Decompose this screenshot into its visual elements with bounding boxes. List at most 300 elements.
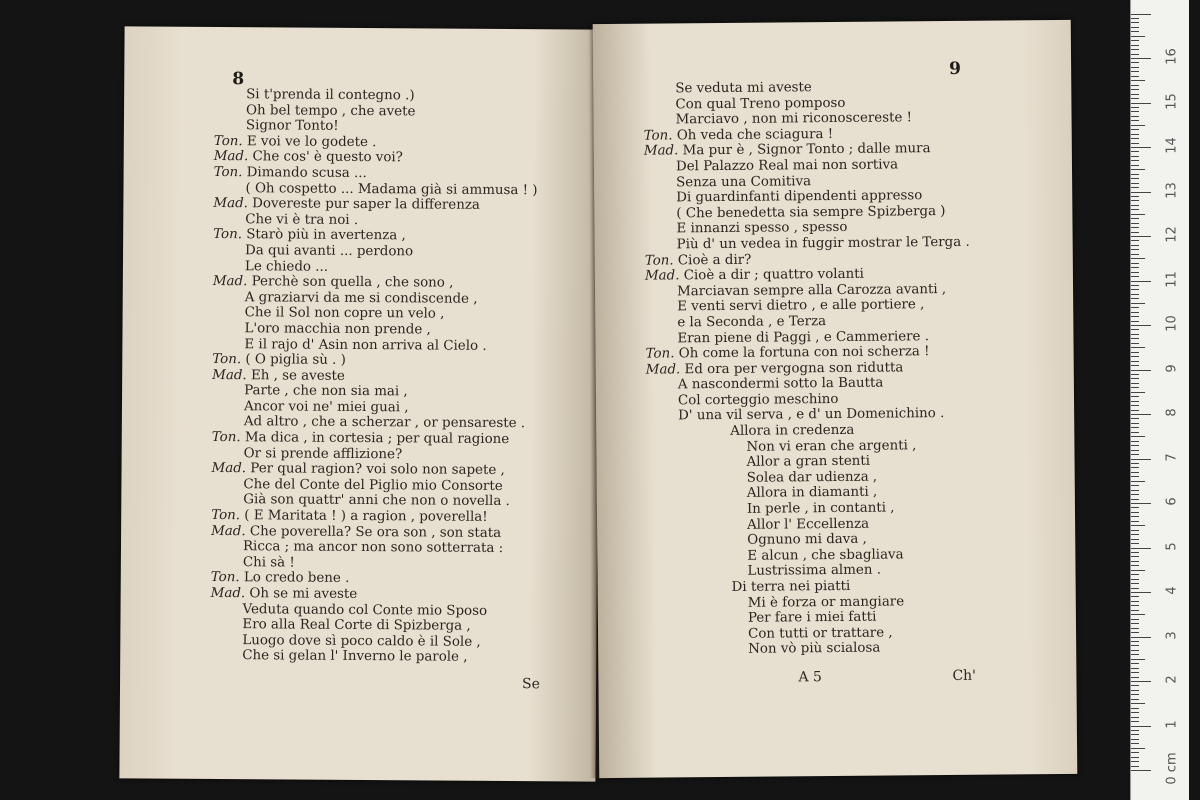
- speaker-label: Mad.: [213, 149, 253, 165]
- ruler-tick: [1131, 596, 1139, 597]
- ruler-tick: [1131, 654, 1139, 655]
- ruler-tick: [1131, 209, 1139, 210]
- line-text: Ognuno mi dava ,: [747, 531, 867, 548]
- ruler-tick: [1131, 467, 1139, 468]
- ruler-tick: [1131, 712, 1139, 713]
- ruler-tick: [1131, 111, 1139, 112]
- ruler-tick: [1131, 392, 1145, 393]
- ruler-tick: [1131, 672, 1139, 673]
- line-text: Veduta quando col Conte mio Sposo: [242, 601, 488, 619]
- ruler-tick: [1131, 165, 1139, 166]
- right-page-text: [643, 79, 973, 659]
- speaker-label: Mad.: [210, 585, 250, 602]
- ruler-tick: [1131, 303, 1145, 304]
- ruler-tick: [1131, 472, 1139, 473]
- line-text: Da qui avanti ... perdono: [245, 243, 414, 260]
- line-text: Dimando scusa ...: [246, 165, 367, 182]
- ruler-tick: [1131, 62, 1139, 63]
- line-text: Le chiedo ...: [244, 258, 329, 275]
- ruler-number: 4: [1164, 586, 1180, 595]
- line-text: E alcun , che sbagliava: [747, 547, 904, 564]
- ruler-tick: [1131, 27, 1139, 28]
- ruler-tick: [1131, 334, 1139, 335]
- ruler-tick: [1131, 325, 1151, 326]
- line-text: Che vi è tra noi .: [245, 211, 359, 228]
- ruler-tick: [1131, 614, 1145, 615]
- ruler-tick: [1131, 343, 1139, 344]
- ruler-tick: [1131, 232, 1139, 233]
- line-text: Perchè son quella , che sono ,: [251, 274, 454, 291]
- ruler-tick: [1131, 739, 1139, 740]
- ruler-number: 0 cm: [1164, 752, 1180, 785]
- speaker-label: Ton.: [211, 507, 245, 524]
- ruler-number: 2: [1164, 675, 1180, 684]
- speaker-label: Mad.: [211, 523, 250, 539]
- ruler-tick: [1131, 67, 1139, 68]
- ruler-tick: [1131, 663, 1139, 664]
- ruler-tick: [1131, 530, 1139, 531]
- ruler-number: 5: [1164, 541, 1180, 551]
- line-text: Allora in diamanti ,: [746, 485, 878, 502]
- ruler-tick: [1131, 387, 1139, 388]
- line-text: Allora in credenza: [730, 422, 855, 439]
- left-catchword: Se: [521, 676, 540, 693]
- ruler-tick: [1131, 610, 1139, 611]
- ruler-tick: [1131, 361, 1139, 362]
- ruler-tick: [1131, 525, 1145, 526]
- ruler-tick: [1131, 98, 1139, 99]
- ruler-tick: [1131, 685, 1139, 686]
- ruler-tick: [1131, 312, 1139, 313]
- ruler-tick: [1131, 503, 1151, 504]
- line-text: Con qual Treno pomposo: [675, 95, 846, 112]
- ruler-tick: [1131, 169, 1145, 170]
- ruler-tick: [1131, 196, 1139, 197]
- line-text: Cioè a dir ; quattro volanti: [683, 266, 864, 284]
- ruler-tick: [1131, 214, 1145, 215]
- ruler-tick: [1131, 338, 1139, 339]
- speaker-label: Mad.: [211, 461, 251, 477]
- ruler-tick: [1131, 463, 1139, 464]
- ruler-tick: [1131, 49, 1139, 50]
- ruler-number: 3: [1164, 630, 1180, 640]
- line-text: ( O piglia sù . ): [245, 352, 346, 368]
- ruler-tick: [1131, 423, 1139, 424]
- ruler-tick: [1131, 254, 1139, 255]
- ruler-tick: [1131, 583, 1139, 584]
- ruler-tick: [1131, 490, 1139, 491]
- ruler-tick: [1131, 18, 1139, 19]
- ruler-tick: [1131, 298, 1139, 299]
- ruler-tick: [1131, 721, 1139, 722]
- ruler-number: 8: [1164, 408, 1180, 417]
- left-page-number: 8: [232, 69, 245, 90]
- speaker-label: Mad.: [643, 143, 683, 160]
- ruler-tick: [1131, 588, 1139, 589]
- speaker-label: Mad.: [645, 361, 685, 378]
- ruler-tick: [1131, 454, 1139, 455]
- ruler-number: 16: [1164, 48, 1180, 65]
- ruler-tick: [1131, 307, 1139, 308]
- line-text: Di guardinfanti dipendenti appresso: [676, 188, 923, 206]
- ruler-tick: [1131, 187, 1139, 188]
- ruler-tick: [1131, 54, 1139, 55]
- signature-mark: A 5: [798, 669, 822, 686]
- ruler-tick: [1131, 556, 1139, 557]
- line-text: D' una vil serva , e d' un Domenichino .: [678, 406, 945, 424]
- ruler-tick: [1131, 476, 1139, 477]
- ruler-number: 14: [1164, 137, 1180, 154]
- right-page: [593, 20, 1078, 778]
- ruler-tick: [1131, 58, 1151, 59]
- line-text: Parte , che non sia mai ,: [244, 383, 408, 400]
- ruler-tick: [1131, 690, 1139, 691]
- line-text: Mi è forza or mangiare: [747, 593, 905, 611]
- ruler-tick: [1131, 708, 1139, 709]
- text-line: [645, 297, 970, 315]
- ruler-tick: [1131, 574, 1139, 575]
- ruler-number: 7: [1164, 452, 1180, 462]
- ruler-number: 12: [1164, 226, 1180, 243]
- ruler-tick: [1131, 14, 1151, 15]
- ruler-tick: [1131, 405, 1139, 406]
- ruler-tick: [1131, 80, 1145, 81]
- line-text: Di terra nei piatti: [731, 578, 851, 595]
- ruler-tick: [1131, 245, 1139, 246]
- ruler-tick: [1131, 703, 1145, 704]
- ruler-tick: [1131, 236, 1151, 237]
- ruler-tick: [1131, 552, 1139, 553]
- ruler-tick: [1131, 120, 1139, 121]
- line-text: Luogo dove sì poco caldo è il Sole ,: [242, 632, 481, 650]
- ruler-tick: [1131, 383, 1139, 384]
- line-text: Ero alla Real Corte di Spizberga ,: [242, 617, 471, 634]
- measurement-ruler: [1130, 0, 1189, 800]
- ruler-tick: [1131, 641, 1139, 642]
- line-text: Oh veda che sciagura !: [676, 126, 834, 144]
- ruler-tick: [1131, 516, 1139, 517]
- ruler-tick: [1131, 321, 1139, 322]
- line-text: Ricca ; ma ancor non sono sotterrata :: [242, 539, 504, 557]
- line-text: E venti servi dietro , e alle portiere ,: [677, 297, 925, 315]
- line-text: Che cos' è questo voi?: [252, 149, 403, 166]
- ruler-number: 1: [1164, 719, 1180, 729]
- line-text: Chi sà !: [242, 554, 295, 571]
- line-text: Solea dar udienza ,: [746, 469, 878, 486]
- ruler-tick: [1131, 45, 1139, 46]
- ruler-tick: [1131, 258, 1145, 259]
- line-text: Ma dica , in cortesia ; per qual ragione: [244, 430, 510, 448]
- ruler-tick: [1131, 628, 1139, 629]
- ruler-tick: [1131, 499, 1139, 500]
- ruler-tick: [1131, 205, 1139, 206]
- ruler-number: 6: [1164, 497, 1180, 506]
- ruler-tick: [1131, 459, 1151, 460]
- ruler-tick: [1131, 218, 1139, 219]
- ruler-tick: [1131, 316, 1139, 317]
- ruler-tick: [1131, 632, 1139, 633]
- ruler-tick: [1131, 223, 1139, 224]
- ruler-number: 13: [1164, 181, 1180, 199]
- ruler-tick: [1131, 370, 1151, 371]
- ruler-tick: [1131, 485, 1139, 486]
- line-text: Più d' un vedea in fuggir mostrar le Terga .: [676, 234, 970, 253]
- ruler-tick: [1131, 410, 1139, 411]
- ruler-tick: [1131, 401, 1139, 402]
- line-text: Oh se mi aveste: [249, 586, 358, 602]
- ruler-tick: [1131, 147, 1151, 148]
- ruler-tick: [1131, 178, 1139, 179]
- line-text: In perle , in contanti ,: [746, 500, 895, 517]
- ruler-tick: [1131, 659, 1145, 660]
- ruler-tick: [1131, 267, 1139, 268]
- text-line: [644, 141, 969, 159]
- line-text: Lo credo bene .: [243, 570, 350, 587]
- line-text: ( Oh cospetto ... Madama già si ammusa ! ): [245, 180, 538, 198]
- ruler-number: 9: [1164, 363, 1180, 373]
- ruler-tick: [1131, 694, 1139, 695]
- ruler-tick: [1131, 668, 1139, 669]
- ruler-tick: [1131, 294, 1139, 295]
- ruler-tick: [1131, 151, 1139, 152]
- line-text: Che si gelan l' Inverno le parole ,: [242, 648, 468, 666]
- line-text: Allor a gran stenti: [746, 453, 871, 471]
- line-text: Lustrissima almen .: [747, 563, 882, 580]
- ruler-tick: [1131, 289, 1139, 290]
- ruler-tick: [1131, 507, 1139, 508]
- ruler-tick: [1131, 200, 1139, 201]
- ruler-tick: [1131, 227, 1139, 228]
- speaker-label: Mad.: [644, 268, 684, 284]
- speaker-label: Ton.: [644, 252, 678, 269]
- line-text: Che del Conte del Piglio mio Consorte: [243, 477, 503, 494]
- text-line: [644, 204, 969, 222]
- ruler-tick: [1131, 645, 1139, 646]
- ruler-tick: [1131, 40, 1139, 41]
- line-text: Dovereste pur saper la differenza: [252, 196, 480, 213]
- line-text: Senza una Comitiva: [676, 173, 812, 190]
- text-line: [646, 344, 971, 362]
- ruler-tick: [1131, 717, 1139, 718]
- ruler-tick: [1131, 281, 1151, 282]
- ruler-tick: [1131, 272, 1139, 273]
- ruler-tick: [1131, 352, 1139, 353]
- ruler-tick: [1131, 192, 1151, 193]
- line-text: Si t'prenda il contegno .): [246, 87, 415, 104]
- ruler-tick: [1131, 414, 1151, 415]
- ruler-tick: [1131, 103, 1151, 104]
- line-text: Ed ora per vergogna son ridutta: [684, 360, 904, 377]
- ruler-tick: [1131, 138, 1139, 139]
- ruler-tick: [1131, 761, 1139, 762]
- ruler-tick: [1131, 89, 1139, 90]
- line-text: Non vò più scialosa: [748, 640, 881, 658]
- line-text: Allor l' Eccellenza: [747, 516, 870, 533]
- ruler-tick: [1131, 730, 1139, 731]
- ruler-tick: [1131, 548, 1151, 549]
- line-text: Marciavan sempre alla Carozza avanti ,: [676, 281, 947, 300]
- ruler-tick: [1131, 561, 1139, 562]
- ruler-number: 11: [1164, 270, 1180, 288]
- ruler-tick: [1131, 396, 1139, 397]
- ruler-tick: [1131, 160, 1139, 161]
- ruler-tick: [1131, 365, 1139, 366]
- left-page: [119, 26, 600, 781]
- ruler-tick: [1131, 31, 1139, 32]
- ruler-tick: [1131, 445, 1139, 446]
- ruler-tick: [1131, 650, 1139, 651]
- ruler-tick: [1131, 94, 1139, 95]
- ruler-tick: [1131, 623, 1139, 624]
- ruler-tick: [1131, 699, 1139, 700]
- speaker-label: Ton.: [213, 227, 247, 243]
- ruler-tick: [1131, 285, 1139, 286]
- ruler-tick: [1131, 76, 1139, 77]
- ruler-tick: [1131, 757, 1139, 758]
- line-text: e la Seconda , e Terza: [677, 313, 827, 331]
- line-text: E innanzi spesso , spesso: [676, 220, 848, 237]
- line-text: Se veduta mi aveste: [675, 80, 812, 97]
- line-text: Ancor voi ne' miei guai ,: [243, 399, 409, 416]
- line-text: Del Palazzo Real mai non sortiva: [675, 157, 899, 175]
- left-page-text: [210, 87, 538, 666]
- line-text: Non vi eran che argenti ,: [746, 437, 917, 455]
- ruler-tick: [1131, 726, 1151, 727]
- ruler-tick: [1131, 619, 1139, 620]
- ruler-tick: [1131, 570, 1145, 571]
- line-text: Or si prende afflizione?: [243, 445, 403, 462]
- ruler-tick: [1131, 766, 1139, 767]
- ruler-tick: [1131, 637, 1151, 638]
- ruler-tick: [1131, 565, 1139, 566]
- ruler-tick: [1131, 579, 1139, 580]
- ruler-number: 15: [1164, 92, 1180, 110]
- ruler-number: 10: [1164, 315, 1180, 332]
- ruler-tick: [1131, 107, 1139, 108]
- ruler-tick: [1131, 418, 1139, 419]
- ruler-tick: [1131, 329, 1139, 330]
- ruler-tick: [1131, 677, 1139, 678]
- line-text: Marciavo , non mi riconoscereste !: [675, 110, 913, 128]
- ruler-tick: [1131, 22, 1139, 23]
- ruler-tick: [1131, 134, 1139, 135]
- ruler-tick: [1131, 125, 1145, 126]
- text-line: [648, 640, 973, 658]
- ruler-tick: [1131, 743, 1139, 744]
- line-text: Che poverella? Se ora son , son stata: [249, 523, 502, 541]
- line-text: Per qual ragion? voi solo non sapete ,: [250, 461, 505, 479]
- ruler-tick: [1131, 143, 1139, 144]
- ruler-tick: [1131, 85, 1139, 86]
- speaker-label: Ton.: [645, 346, 679, 362]
- ruler-tick: [1131, 263, 1139, 264]
- ruler-tick: [1131, 512, 1139, 513]
- line-text: Che il Sol non copre un velo ,: [244, 305, 445, 322]
- ruler-tick: [1131, 752, 1139, 753]
- line-text: Eran piene di Paggi , e Cammeriere .: [677, 328, 930, 346]
- ruler-tick: [1131, 183, 1139, 184]
- right-page-number: 9: [949, 58, 962, 79]
- ruler-tick: [1131, 276, 1139, 277]
- ruler-tick: [1131, 116, 1139, 117]
- ruler-tick: [1131, 436, 1145, 437]
- ruler-tick: [1131, 601, 1139, 602]
- text-line: [645, 235, 970, 253]
- ruler-tick: [1131, 681, 1151, 682]
- ruler-tick: [1131, 240, 1139, 241]
- line-text: A nascondermi sotto la Bautta: [677, 375, 884, 393]
- line-text: Ad altro , che a scherzar , or pensareste .: [243, 414, 526, 432]
- ruler-tick: [1131, 129, 1139, 130]
- speaker-label: Ton.: [213, 164, 247, 181]
- line-text: Con tutti or trattare ,: [747, 625, 893, 642]
- ruler-tick: [1131, 770, 1151, 771]
- ruler-tick: [1131, 427, 1139, 428]
- line-text: Oh bel tempo , che avete: [245, 102, 416, 119]
- line-text: Già son quattr' anni che non o novella .: [243, 492, 510, 510]
- ruler-tick: [1131, 249, 1139, 250]
- line-text: E voi ve lo godete .: [246, 133, 377, 150]
- text-line: [210, 648, 534, 666]
- line-text: Col corteggio meschino: [677, 391, 839, 409]
- ruler-tick: [1131, 605, 1139, 606]
- line-text: Starò più in avertenza ,: [246, 227, 406, 244]
- ruler-tick: [1131, 71, 1139, 72]
- right-catchword: Ch': [952, 667, 977, 684]
- ruler-tick: [1131, 748, 1145, 749]
- ruler-tick: [1131, 347, 1145, 348]
- speaker-label: Ton.: [210, 570, 244, 586]
- speaker-label: Ton.: [211, 430, 245, 446]
- ruler-tick: [1131, 441, 1139, 442]
- line-text: Signor Tonto!: [245, 118, 339, 135]
- speaker-label: Ton.: [643, 128, 677, 144]
- ruler-tick: [1131, 521, 1139, 522]
- ruler-tick: [1131, 592, 1151, 593]
- ruler-tick: [1131, 356, 1139, 357]
- line-text: Cioè a dir?: [677, 252, 752, 268]
- ruler-tick: [1131, 734, 1139, 735]
- line-text: Oh come la fortuna con noi scherza !: [678, 344, 930, 362]
- speaker-label: Mad.: [213, 196, 253, 212]
- line-text: A graziarvi da me si condiscende ,: [244, 289, 478, 307]
- ruler-tick: [1131, 156, 1139, 157]
- speaker-label: Mad.: [212, 367, 252, 383]
- ruler-tick: [1131, 378, 1139, 379]
- text-line: [646, 406, 971, 424]
- line-text: Per fare i miei fatti: [747, 609, 877, 626]
- ruler-tick: [1131, 374, 1139, 375]
- line-text: ( E Maritata ! ) a ragion , poverella!: [244, 508, 488, 525]
- line-text: Eh , se aveste: [250, 367, 345, 384]
- ruler-tick: [1131, 494, 1139, 495]
- ruler-tick: [1131, 36, 1145, 37]
- line-text: Ma pur è , Signor Tonto ; dalle mura: [682, 141, 931, 159]
- ruler-tick: [1131, 174, 1139, 175]
- ruler-tick: [1131, 539, 1139, 540]
- speaker-label: Ton.: [213, 133, 247, 149]
- ruler-tick: [1131, 432, 1139, 433]
- speaker-label: Mad.: [212, 274, 252, 290]
- line-text: E il rajo d' Asin non arriva al Cielo .: [244, 336, 487, 354]
- ruler-tick: [1131, 481, 1145, 482]
- line-text: L'oro macchia non prende ,: [244, 321, 431, 338]
- line-text: ( Che benedetta sia sempre Spizberga ): [676, 203, 946, 222]
- ruler-tick: [1131, 450, 1139, 451]
- speaker-label: Ton.: [212, 352, 246, 368]
- ruler-tick: [1131, 534, 1139, 535]
- ruler-tick: [1131, 543, 1139, 544]
